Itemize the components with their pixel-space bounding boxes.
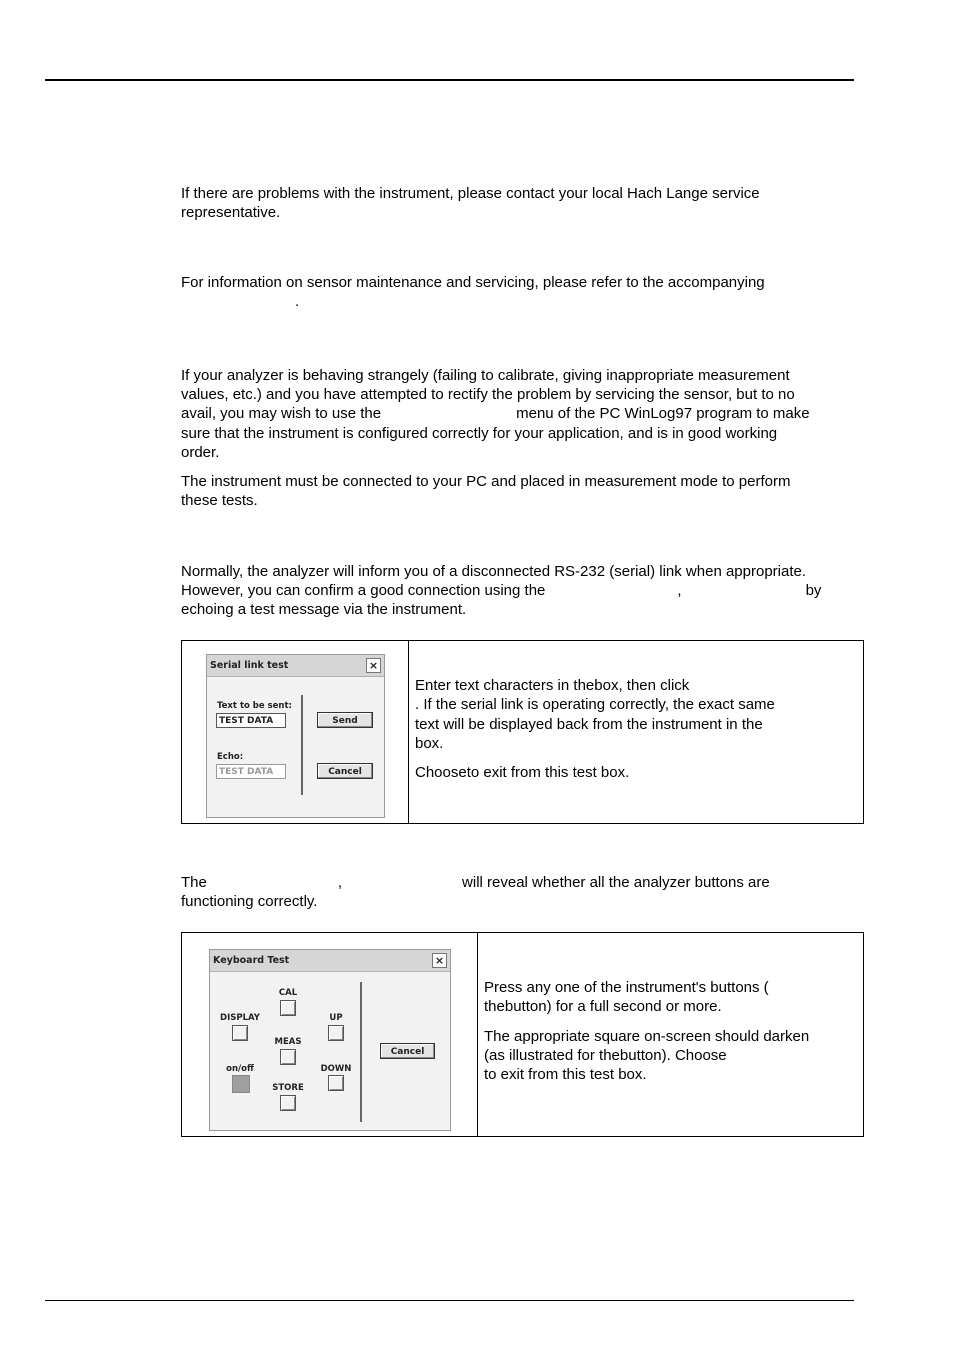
keyboard-text-1b: the bbox=[484, 998, 505, 1016]
diagnostics-line-5: order. bbox=[181, 443, 220, 461]
diagnostics-line-4: sure that the instrument is configured correctly for your application, and is in good working bbox=[181, 424, 778, 442]
dialog-separator bbox=[360, 982, 362, 1122]
keyboard-instructions-p1 bbox=[484, 978, 853, 1017]
keyboard-text-2d: to exit from this test box. bbox=[484, 1066, 647, 1084]
keyboard-line-2: functioning correctly. bbox=[181, 893, 318, 911]
connected-paragraph bbox=[181, 472, 851, 510]
down-key-indicator bbox=[328, 1075, 344, 1091]
contact-line-2: representative. bbox=[181, 204, 281, 222]
keyboard-line-1b: , bbox=[337, 874, 343, 891]
diagnostics-line-1: If your analyzer is behaving strangely (failing to calibrate, giving inappropriate measurement bbox=[181, 367, 790, 384]
serial-text-1d: text will be displayed back from the instrument in the bbox=[415, 715, 763, 733]
keyboard-text-2a: The appropriate square on-screen should darken bbox=[484, 1027, 810, 1045]
echo-field: TEST DATA bbox=[216, 764, 286, 779]
cancel-button[interactable]: Cancel bbox=[317, 763, 373, 779]
keyboard-test-box bbox=[181, 932, 864, 1137]
keyboard-text-1a: Press any one of the instrument's buttons ( bbox=[484, 979, 769, 996]
keyboard-text-1c: button) for a full second or more. bbox=[504, 998, 722, 1016]
maintenance-paragraph bbox=[181, 273, 851, 311]
cal-label: CAL bbox=[278, 988, 298, 998]
contact-line-1: If there are problems with the instrument, please contact your local Hach Lange service bbox=[181, 185, 760, 202]
serial-paragraph bbox=[181, 562, 851, 620]
serial-text-2a: Choose bbox=[415, 764, 467, 782]
serial-line-2a: However, you can confirm a good connection using the bbox=[181, 582, 546, 600]
meas-label: MEAS bbox=[274, 1037, 302, 1047]
keyboard-line-1a: The bbox=[181, 874, 207, 891]
diagnostics-line-2: values, etc.) and you have attempted to rectify the problem by servicing the sensor, but to no bbox=[181, 386, 795, 404]
keyboard-paragraph bbox=[181, 873, 851, 911]
cancel-button[interactable]: Cancel bbox=[380, 1043, 435, 1059]
serial-line-2b: , bbox=[677, 582, 682, 600]
connected-line-1: The instrument must be connected to your PC and placed in measurement mode to perform bbox=[181, 473, 791, 490]
display-key-indicator bbox=[232, 1025, 248, 1041]
serial-line-2c: by bbox=[805, 582, 822, 600]
keyboard-dialog-cell bbox=[182, 933, 478, 1137]
store-key-indicator bbox=[280, 1095, 296, 1111]
onoff-label: on/off bbox=[226, 1064, 254, 1074]
meas-key-indicator bbox=[280, 1049, 296, 1065]
keyboard-instructions-p2 bbox=[484, 1027, 853, 1085]
close-icon[interactable]: × bbox=[432, 953, 447, 968]
serial-text-1e: box. bbox=[415, 734, 444, 752]
serial-line-1: Normally, the analyzer will inform you of a disconnected RS-232 (serial) link when appropriate. bbox=[181, 563, 807, 580]
keyboard-test-dialog bbox=[209, 949, 451, 1131]
serial-instructions-cell bbox=[409, 641, 864, 824]
down-label: DOWN bbox=[320, 1064, 352, 1074]
serial-text-1c: . If the serial link is operating correctly, the exact same bbox=[415, 696, 775, 714]
diagnostics-line-3b: menu of the PC WinLog97 program to make bbox=[516, 405, 810, 423]
keyboard-line-1c: will reveal whether all the analyzer buttons are bbox=[462, 874, 770, 891]
contact-paragraph bbox=[181, 184, 851, 222]
serial-dialog-title: Serial link test bbox=[210, 660, 289, 671]
serial-text-1b: box, then click bbox=[594, 677, 690, 694]
keyboard-text-2c: button). Choose bbox=[619, 1046, 727, 1064]
serial-dialog-cell bbox=[182, 641, 409, 824]
maintenance-line-1: For information on sensor maintenance and servicing, please refer to the accompanying bbox=[181, 274, 765, 291]
header-rule bbox=[45, 79, 854, 81]
store-label: STORE bbox=[272, 1083, 304, 1093]
keyboard-dialog-titlebar bbox=[210, 950, 450, 972]
text-to-send-label: Text to be sent: bbox=[217, 701, 292, 711]
cal-key-indicator bbox=[280, 1000, 296, 1016]
send-button[interactable]: Send bbox=[317, 712, 373, 728]
echo-label: Echo: bbox=[217, 752, 244, 762]
serial-instructions-p2 bbox=[415, 763, 853, 782]
maintenance-line-2: . bbox=[295, 293, 300, 311]
up-label: UP bbox=[329, 1013, 343, 1023]
diagnostics-line-3a: avail, you may wish to use the bbox=[181, 405, 382, 423]
onoff-key-indicator bbox=[232, 1075, 250, 1093]
display-label: DISPLAY bbox=[220, 1013, 260, 1023]
keyboard-text-2b: (as illustrated for the bbox=[484, 1046, 620, 1064]
keyboard-dialog-title: Keyboard Test bbox=[213, 955, 290, 966]
connected-line-2: these tests. bbox=[181, 492, 258, 510]
serial-test-box bbox=[181, 640, 864, 824]
text-to-send-input[interactable]: TEST DATA bbox=[216, 713, 286, 728]
footer-rule bbox=[45, 1300, 854, 1301]
serial-dialog-titlebar bbox=[207, 655, 384, 677]
serial-link-test-dialog bbox=[206, 654, 385, 818]
serial-text-2b: to exit from this test box. bbox=[466, 764, 630, 782]
up-key-indicator bbox=[328, 1025, 344, 1041]
serial-line-3: echoing a test message via the instrument. bbox=[181, 601, 467, 619]
diagnostics-paragraph bbox=[181, 366, 851, 462]
dialog-separator bbox=[301, 695, 303, 795]
close-icon[interactable]: × bbox=[366, 658, 381, 673]
serial-instructions-p1 bbox=[415, 676, 853, 753]
keyboard-instructions-cell bbox=[478, 933, 864, 1137]
serial-text-1a: Enter text characters in the bbox=[415, 677, 595, 694]
